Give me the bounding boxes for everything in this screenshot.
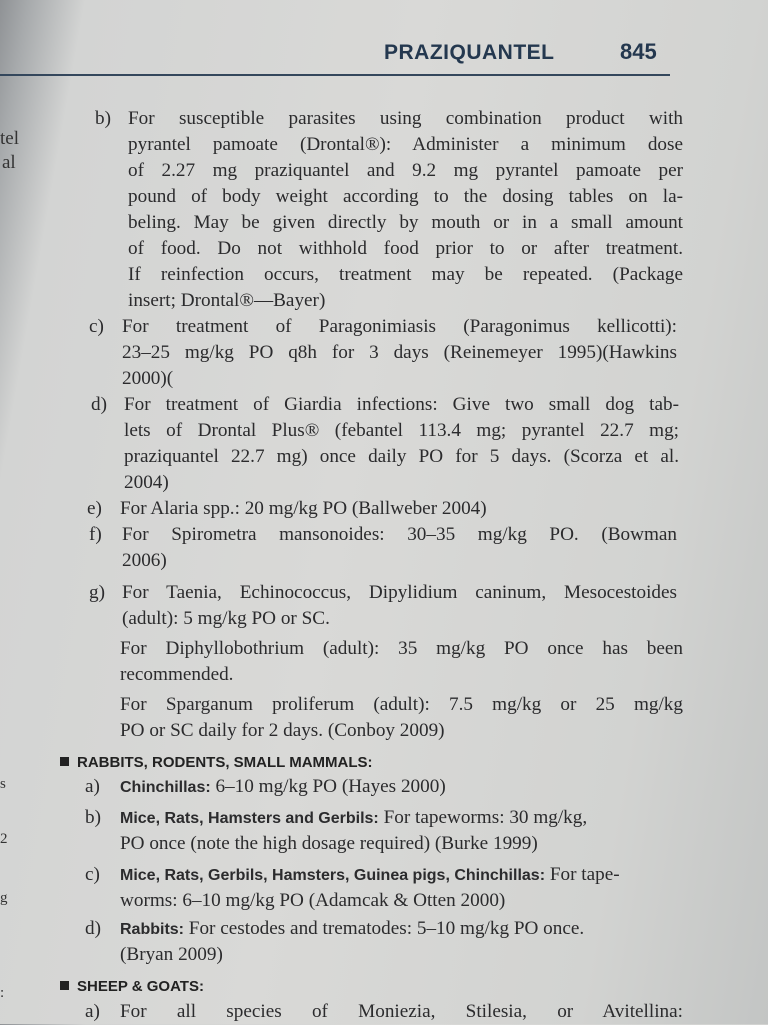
item-text-line: For Spirometra mansonoides: 30–35 mg/kg PO. (Bowman: [122, 524, 677, 545]
item-text-line: For treatment of Giardia infections: Give two small dog tab-: [124, 394, 679, 415]
margin-fragment: al: [2, 152, 16, 173]
item-text-line: For Sparganum proliferum (adult): 7.5 mg/kg or 25 mg/kg: [120, 694, 683, 715]
dose-text: For tape-: [545, 864, 620, 885]
item-text-line: [120, 942, 223, 968]
item-text-line: of food. Do not withhold food prior to or after treatment.: [128, 238, 683, 259]
item-label: c): [85, 864, 100, 885]
margin-fragment: 2: [0, 831, 8, 847]
item-text-line: pound of body weight according to the dosing tables on la-: [128, 186, 683, 207]
item-text-line: lets of Drontal Plus® (febantel 113.4 mg; pyrantel 22.7 mg;: [124, 420, 679, 441]
item-text-line: insert; Drontal®—Bayer): [128, 290, 326, 311]
section-heading-rabbits: RABBITS, RODENTS, SMALL MAMMALS:: [60, 754, 373, 771]
item-label: d): [91, 394, 107, 415]
item-label: d): [85, 918, 101, 939]
item-text-line: PO or SC daily for 2 days. (Conboy 2009): [120, 720, 445, 741]
item-text-line: 2000)(: [122, 368, 174, 389]
item-text-line: recommended.: [120, 664, 234, 685]
species-name: Rabbits:: [120, 921, 184, 938]
item-label: f): [89, 524, 102, 545]
page-header: [0, 38, 670, 76]
margin-fragment: s: [0, 776, 6, 792]
margin-fragment: tel: [0, 128, 19, 149]
section-heading-sheep: SHEEP & GOATS:: [60, 978, 204, 995]
item-label: g): [89, 582, 105, 603]
margin-fragment: :: [0, 985, 5, 1001]
item-label: a): [85, 1001, 100, 1022]
item-text-line: [120, 916, 584, 943]
item-text-line: (adult): 5 mg/kg PO or SC.: [122, 608, 330, 629]
item-text-line: If reinfection occurs, treatment may be repeated. (Package: [128, 264, 683, 285]
item-text-line: 23–25 mg/kg PO q8h for 3 days (Reinemeyer 1995)(Hawkins: [122, 342, 677, 363]
item-text-line: For Taenia, Echinococcus, Dipylidium caninum, Mesocestoides: [122, 582, 677, 603]
item-text-line: pyrantel pamoate (Drontal®): Administer a minimum dose: [128, 134, 683, 155]
item-text-line: 2004): [124, 472, 169, 493]
dose-text: 6–10 mg/kg PO (Hayes 2000): [210, 776, 446, 797]
item-text-line: [120, 805, 587, 832]
item-text-line: For susceptible parasites using combination product with: [128, 108, 683, 129]
running-title: PRAZIQUANTEL: [384, 41, 555, 64]
species-name: Chinchillas:: [120, 779, 211, 796]
item-text-line: For Diphyllobothrium (adult): 35 mg/kg PO once has been: [120, 638, 683, 659]
item-text-line: For Alaria spp.: 20 mg/kg PO (Ballweber 2004): [120, 498, 487, 519]
square-bullet-icon: [60, 757, 69, 766]
species-name: Mice, Rats, Gerbils, Hamsters, Guinea pigs, Chinchillas:: [120, 867, 546, 884]
dose-text: worms: 6–10 mg/kg PO (Adamcak & Otten 2000): [120, 890, 506, 911]
margin-fragment: g: [0, 890, 8, 906]
dose-text: For tapeworms: 30 mg/kg,: [378, 807, 588, 828]
item-text-line: [120, 862, 620, 889]
item-text-line: of 2.27 mg praziquantel and 9.2 mg pyrantel pamoate per: [128, 160, 683, 181]
item-label: c): [89, 316, 104, 337]
item-text-line: praziquantel 22.7 mg) once daily PO for 5 days. (Scorza et al.: [124, 446, 679, 467]
species-name: Mice, Rats, Hamsters and Gerbils:: [120, 810, 379, 827]
item-text-line: [120, 888, 505, 914]
item-label: b): [85, 807, 101, 828]
item-label: e): [87, 498, 102, 519]
item-text-line: For all species of Moniezia, Stilesia, or Avitellina:: [120, 1001, 683, 1022]
dose-text: PO once (note the high dosage required) (Burke 1999): [120, 833, 538, 854]
item-text-line: 2006): [122, 550, 167, 571]
item-label: a): [85, 776, 100, 797]
square-bullet-icon: [60, 981, 69, 990]
page-number: 845: [620, 39, 657, 64]
item-text-line: [120, 831, 538, 857]
dose-text: For cestodes and trematodes: 5–10 mg/kg PO once.: [184, 918, 585, 939]
item-text-line: [120, 774, 446, 801]
dose-text: (Bryan 2009): [120, 944, 223, 965]
item-label: b): [95, 108, 111, 129]
item-text-line: For treatment of Paragonimiasis (Paragonimus kellicotti):: [122, 316, 677, 337]
item-text-line: beling. May be given directly by mouth or in a small amount: [128, 212, 683, 233]
